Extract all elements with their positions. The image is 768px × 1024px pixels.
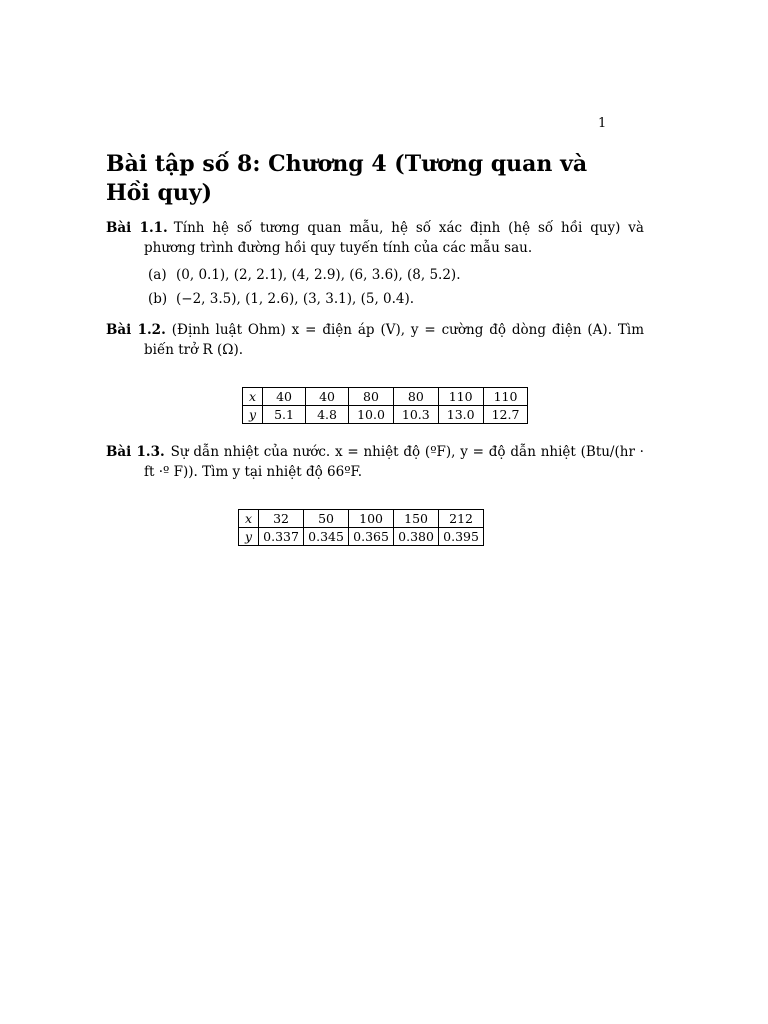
list-item — [148, 287, 461, 311]
table-cell: 110 — [438, 388, 483, 406]
table-cell: 0.395 — [439, 528, 484, 546]
exercise-1-1 — [106, 218, 644, 258]
table-row — [239, 510, 484, 528]
table-cell: 50 — [304, 510, 349, 528]
table-cell: 100 — [349, 510, 394, 528]
exercise-label: Bài 1.3. — [106, 444, 165, 460]
page-number: 1 — [598, 116, 607, 131]
table-cell: 0.345 — [304, 528, 349, 546]
table-cell: 5.1 — [263, 406, 306, 424]
table-row — [239, 528, 484, 546]
table-cell: 40 — [263, 388, 306, 406]
table-cell: 0.337 — [259, 528, 304, 546]
exercise-label: Bài 1.1. — [106, 220, 168, 236]
exercise-text: Sự dẫn nhiệt của nước. x = nhiệt độ (ºF), y = độ dẫn nhiệt (Btu/(hr · ft ·º F)). Tìm y tại nhiệt độ 66ºF. — [144, 444, 644, 480]
item-label: (a) — [148, 267, 167, 283]
table-header-cell: y — [243, 406, 263, 424]
table-header-cell: x — [243, 388, 263, 406]
water-conductivity-table — [238, 509, 484, 546]
exercise-text: Tính hệ số tương quan mẫu, hệ số xác định (hệ số hồi quy) và phương trình đường hồi quy tuyến tính của các mẫu sau. — [144, 220, 644, 256]
page-title: Bài tập số 8: Chương 4 (Tương quan và Hồi quy) — [106, 151, 588, 206]
ohm-data-table — [242, 387, 528, 424]
exercise-label: Bài 1.2. — [106, 322, 166, 338]
table-cell: 0.380 — [394, 528, 439, 546]
exercise-1-3 — [106, 442, 644, 482]
item-label: (b) — [148, 291, 168, 307]
table-cell: 150 — [394, 510, 439, 528]
table-cell: 13.0 — [438, 406, 483, 424]
table-cell: 212 — [439, 510, 484, 528]
table-header-cell: y — [239, 528, 259, 546]
table-cell: 110 — [483, 388, 528, 406]
table-cell: 40 — [306, 388, 349, 406]
exercise-1-2 — [106, 320, 644, 360]
table-cell: 80 — [393, 388, 438, 406]
list-item — [148, 263, 461, 287]
table-cell: 80 — [349, 388, 394, 406]
table-cell: 0.365 — [349, 528, 394, 546]
table-cell: 4.8 — [306, 406, 349, 424]
item-text: (−2, 3.5), (1, 2.6), (3, 3.1), (5, 0.4). — [176, 291, 415, 307]
exercise-text: (Định luật Ohm) x = điện áp (V), y = cường độ dòng điện (A). Tìm biến trở R (Ω). — [144, 322, 644, 358]
table-cell: 10.0 — [349, 406, 394, 424]
table-cell: 10.3 — [393, 406, 438, 424]
table-cell: 12.7 — [483, 406, 528, 424]
table-row — [243, 406, 528, 424]
table-header-cell: x — [239, 510, 259, 528]
exercise-1-1-items — [148, 263, 461, 311]
table-row — [243, 388, 528, 406]
item-text: (0, 0.1), (2, 2.1), (4, 2.9), (6, 3.6), (8, 5.2). — [176, 267, 461, 283]
table-cell: 32 — [259, 510, 304, 528]
